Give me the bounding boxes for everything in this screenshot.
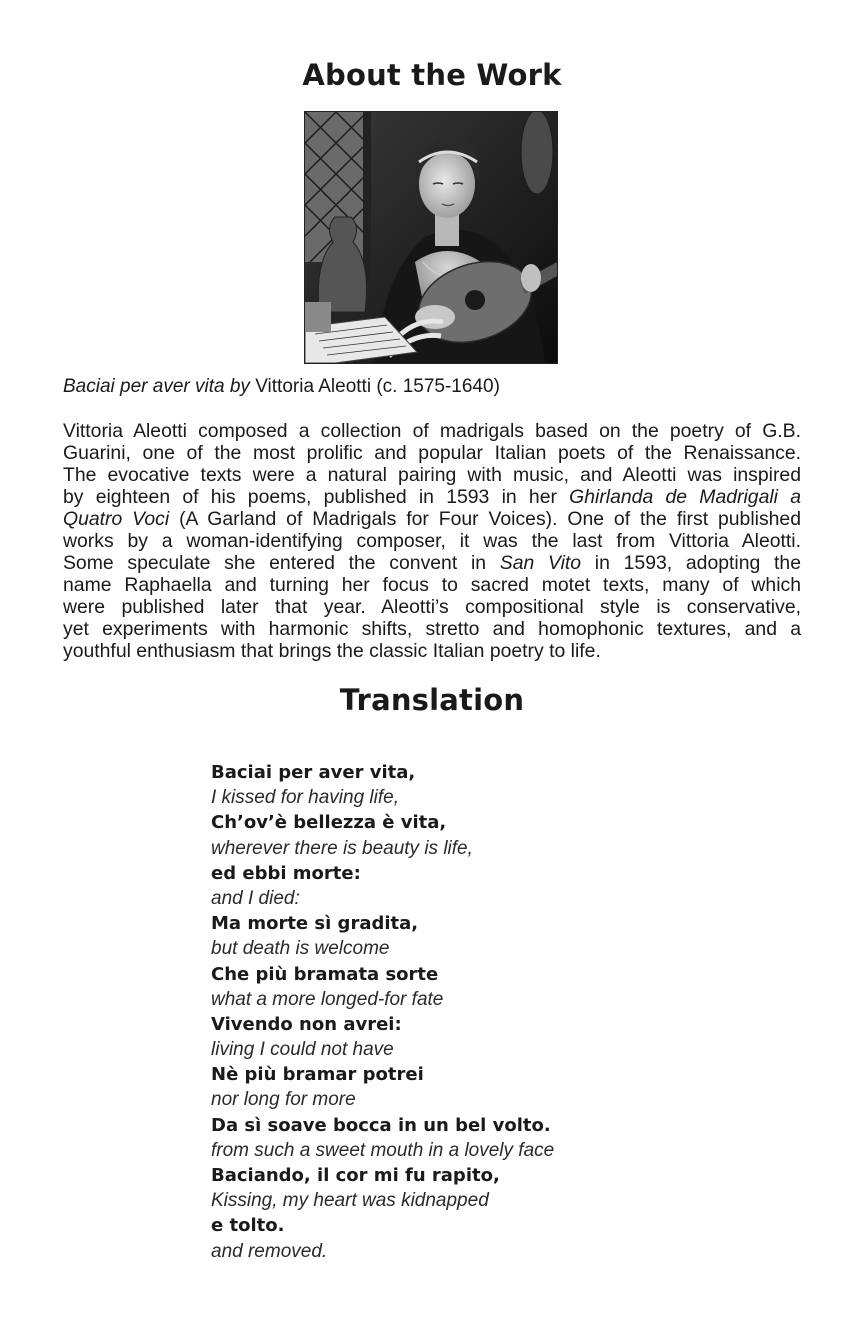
italian-line: Baciando, il cor mi fu rapito, (211, 1165, 500, 1186)
italian-line: Ch’ov’è bellezza è vita, (211, 812, 447, 834)
paragraph-text: by eighteen of his poems, published in 1593 in her (63, 486, 570, 508)
paragraph-italic: Ghirlanda de Madrigali a (569, 486, 801, 508)
paragraph-line: works by a woman-identifying composer, it was the last from Vittoria Aleotti. (63, 530, 801, 552)
paragraph-line: were published later that year. Aleotti’s compositional style is conservative, (63, 596, 801, 618)
translation-heading: Translation (339, 683, 525, 717)
english-line: nor long for more (211, 1089, 356, 1111)
paragraph-line (63, 552, 801, 574)
caption-by: by (224, 376, 250, 397)
paragraph-text: (A Garland of Madrigals for Four Voices). One of the first published (169, 508, 802, 530)
paragraph-line (63, 508, 801, 530)
english-line: living I could not have (211, 1039, 394, 1061)
english-line: Kissing, my heart was kidnapped (211, 1190, 489, 1212)
paragraph-line: youthful enthusiasm that brings the classic Italian poetry to life. (63, 640, 601, 662)
english-line: from such a sweet mouth in a lovely face (211, 1139, 555, 1161)
italian-line: Che più bramata sorte (211, 963, 439, 985)
portrait-illustration (305, 112, 557, 363)
english-line: but death is welcome (211, 938, 390, 960)
work-caption (63, 376, 500, 398)
english-line: and I died: (211, 887, 300, 909)
italian-line: ed ebbi morte: (211, 862, 361, 884)
italian-line: e tolto. (211, 1215, 285, 1237)
paragraph-line: name Raphaella and turning her focus to sacred motet texts, many of which (63, 574, 801, 596)
italian-line: Baciai per aver vita, (211, 762, 416, 783)
paragraph-italic: San Vito (499, 552, 582, 574)
paragraph-line (63, 486, 801, 508)
paragraph-line: The evocative texts were a natural pairing with music, and Aleotti was inspired (63, 464, 801, 486)
about-paragraph (63, 420, 801, 662)
paragraph-text: Some speculate she entered the convent in (63, 552, 500, 574)
english-line: and removed. (211, 1240, 328, 1262)
english-line: I kissed for having life, (211, 787, 399, 809)
portrait-painting (304, 111, 558, 364)
caption-composer: Vittoria Aleotti (c. 1575-1640) (249, 376, 500, 397)
paragraph-italic: Quatro Voci (63, 508, 170, 530)
italian-line: Da sì soave bocca in un bel volto. (211, 1114, 551, 1136)
caption-title: Baciai per aver vita (63, 376, 225, 397)
about-heading: About the Work (302, 58, 562, 92)
paragraph-text: in 1593, adopting the (581, 552, 801, 574)
italian-line: Nè più bramar potrei (211, 1064, 424, 1086)
paragraph-line: yet experiments with harmonic shifts, stretto and homophonic textures, and a (63, 618, 801, 640)
paragraph-line: Guarini, one of the most prolific and popular Italian poets of the Renaissance. (63, 442, 801, 464)
english-line: what a more longed-for fate (211, 988, 444, 1010)
translation-poem (211, 760, 731, 1264)
paragraph-line: Vittoria Aleotti composed a collection of madrigals based on the poetry of G.B. (63, 420, 801, 442)
italian-line: Ma morte sì gradita, (211, 913, 419, 935)
italian-line: Vivendo non avrei: (211, 1013, 402, 1035)
english-line: wherever there is beauty is life, (211, 837, 473, 859)
